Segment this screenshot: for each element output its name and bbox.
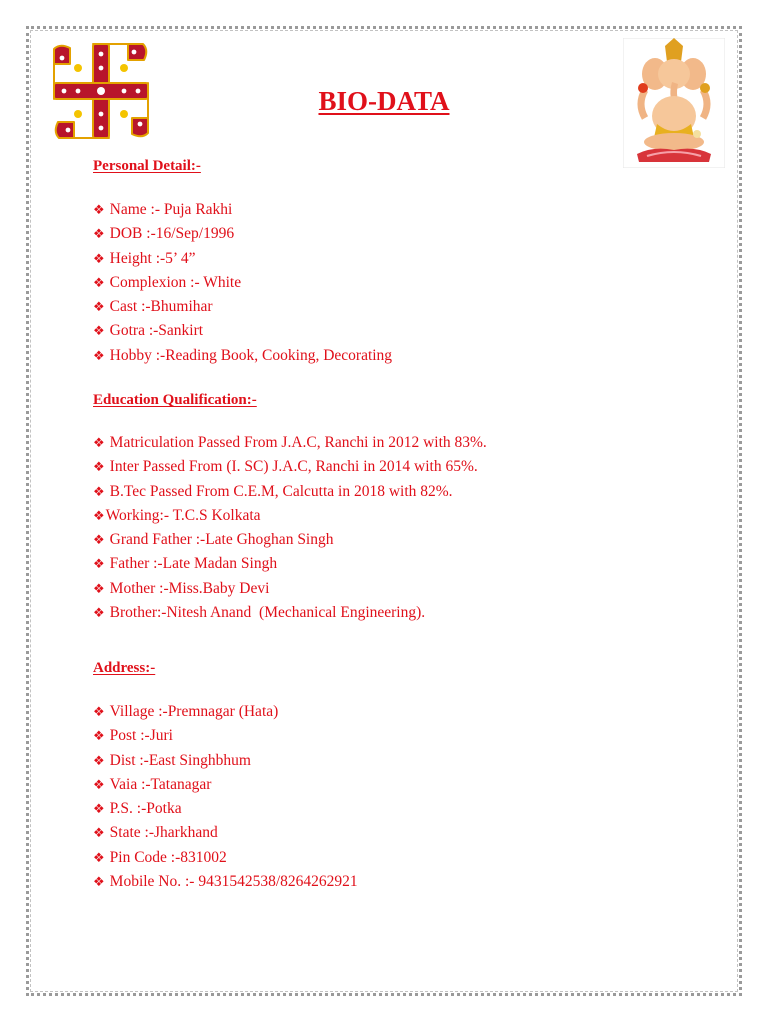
diamond-bullet-icon: ❖ [93,557,105,573]
diamond-bullet-icon: ❖ [93,484,105,500]
list-item [93,552,487,576]
diamond-bullet-icon: ❖ [93,777,105,793]
list-item [93,700,358,724]
diamond-bullet-icon: ❖ [93,251,105,267]
diamond-bullet-icon: ❖ [93,227,105,243]
list-item [93,319,392,343]
list-item [93,797,358,821]
diamond-bullet-icon: ❖ [93,533,105,549]
diamond-bullet-icon: ❖ [93,300,105,316]
list-item [93,601,487,625]
list-item [93,846,358,870]
list-item [93,749,358,773]
list-item-text: Village :-Premnagar (Hata) [109,703,279,720]
list-item-text: B.Tec Passed From C.E.M, Calcutta in 2018 with 82%. [109,482,453,500]
list-item [93,247,392,271]
list-item [93,724,358,748]
personal-detail-list [93,198,392,368]
list-item-text: Mother :-Miss.Baby Devi [109,579,270,597]
list-item [93,528,487,552]
diamond-bullet-icon: ❖ [93,705,105,720]
diamond-bullet-icon: ❖ [93,606,105,622]
diamond-bullet-icon: ❖ [93,348,105,364]
diamond-bullet-icon: ❖ [93,324,105,340]
list-item [93,577,487,601]
diamond-bullet-icon: ❖ [93,850,105,866]
list-item-text: Name :- Puja Rakhi [109,201,233,218]
list-item [93,504,487,528]
diamond-bullet-icon: ❖ [93,203,105,218]
list-item-text: Father :-Late Madan Singh [109,555,278,573]
list-item [93,480,487,504]
list-item [93,773,358,797]
list-item [93,295,392,319]
address-heading: Address:- [93,660,156,676]
list-item-text: Height :-5’ 4” [109,249,196,267]
diamond-bullet-icon: ❖ [93,581,105,597]
list-item [93,344,392,368]
list-item-text: Cast :-Bhumihar [109,298,213,316]
list-item-text: Hobby :-Reading Book, Cooking, Decorating [109,346,393,364]
list-item [93,222,392,246]
page-title: BIO-DATA [318,86,450,116]
diamond-bullet-icon: ❖ [93,508,105,524]
diamond-bullet-icon: ❖ [93,436,105,451]
diamond-bullet-icon: ❖ [93,802,105,818]
list-item-text: Pin Code :-831002 [109,848,227,866]
list-item-text: Post :-Juri [109,727,173,745]
list-item [93,198,392,222]
list-item-text: Inter Passed From (I. SC) J.A.C, Ranchi in 2014 with 65%. [109,458,478,476]
list-item [93,870,358,894]
diamond-bullet-icon: ❖ [93,753,105,769]
list-item-text: Vaia :-Tatanagar [109,775,212,793]
education-heading: Education Qualification:- [93,392,257,408]
list-item [93,431,487,455]
education-list [93,431,487,625]
list-item-text: Grand Father :-Late Ghoghan Singh [109,531,334,549]
list-item-text: DOB :-16/Sep/1996 [109,225,235,243]
diamond-bullet-icon: ❖ [93,729,105,745]
list-item-text: Matriculation Passed From J.A.C, Ranchi in 2012 with 83%. [109,434,487,451]
list-item [93,455,487,479]
list-item-text: Complexion :- White [109,273,242,291]
diamond-bullet-icon: ❖ [93,275,105,291]
list-item-text: Mobile No. :- 9431542538/8264262921 [109,873,358,891]
personal-detail-heading: Personal Detail:- [93,158,201,174]
diamond-bullet-icon: ❖ [93,875,105,891]
diamond-bullet-icon: ❖ [93,460,105,476]
list-item-text: Gotra :-Sankirt [109,322,204,340]
list-item-text: State :-Jharkhand [109,824,218,842]
list-item-text: Dist :-East Singhbhum [109,751,251,769]
address-list [93,700,358,894]
list-item-text: Working:- T.C.S Kolkata [105,506,261,524]
list-item-text: Brother:-Nitesh Anand (Mechanical Engineering). [109,604,426,622]
list-item [93,271,392,295]
diamond-bullet-icon: ❖ [93,826,105,842]
list-item [93,821,358,845]
list-item-text: P.S. :-Potka [109,800,182,818]
